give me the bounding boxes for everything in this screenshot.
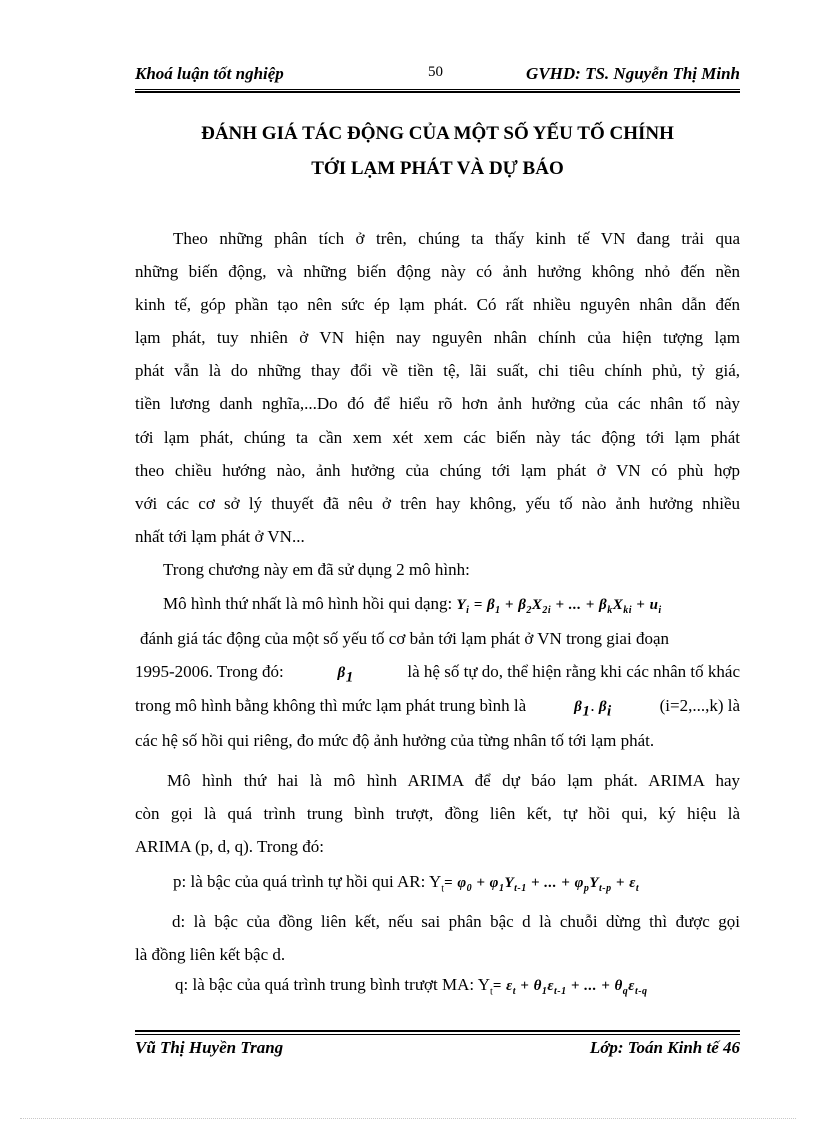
q-definition-text: q: là bậc của quá trình trung bình trượt MA: Y [175,975,491,994]
intro-line: tiền lương danh nghĩa,...Do đó để hiểu rõ hơn ảnh hưởng của các nhân tố này [135,394,740,414]
models-intro: Trong chương này em đã sử dụng 2 mô hình: [163,560,470,579]
q-definition: q: là bậc của quá trình trung bình trượt MA: $Y_t= \varepsilon_t + \theta_1\varepsilon_{t-1}$ + ... + $\theta_q\varepsilon_{t-q}$ [175,975,648,998]
regression-formula: $Y_i = \beta_1 + \beta_2X_{2i}$ + ... + $\beta_kX_{ki} + u_i$ [456,597,662,616]
d-definition-line: là đồng liên kết bậc d. [135,945,286,965]
ar-formula: = $\varphi_0 + \varphi_1Y_{t-1}$ + ... + $\varphi_pY_{t-p} + \varepsilon_t$ [444,875,640,894]
page-edge-dotted-line [20,1118,796,1119]
page-footer [135,1038,740,1064]
footer-rule-bottom [135,1034,740,1035]
p-definition-text: p: là bậc của quá trình tự hồi qui AR: Y [173,872,442,891]
p-definition: p: là bậc của quá trình tự hồi qui AR: $Y_t= \varphi_0 + \varphi_1Y_{t-1}$ + ... + $\varphi_pY_{t-p} + \varepsilon_t$ [173,872,640,895]
model1-line-4c: (i=2,...,k) là [659,696,740,715]
model1-lead-line [163,594,662,616]
intro-line: kinh tế, góp phần tạo nên sức ép lạm phát. Có rất nhiều nguyên nhân dẫn đến [135,295,740,315]
intro-line: lạm phát, tuy nhiên ở VN hiện nay nguyên nhân chính của hiện tượng lạm [135,328,740,348]
page-header [135,64,740,92]
beta1-symbol: $\beta_1$ [337,665,354,686]
model1-line-4a: trong mô hình bằng không thì mức lạm phát trung bình là [135,696,527,715]
intro-line: tới lạm phát, chúng ta cần xem xét xem các biến này tác động tới lạm phát [135,427,740,447]
model1-line-3a: 1995-2006. Trong đó: [135,662,284,681]
model2-line: Mô hình thứ hai là mô hình ARIMA để dự báo lạm phát. ARIMA hay [167,771,740,790]
model1-line-3b: là hệ số tự do, thể hiện rằng khi các nhân tố khác [407,662,740,681]
intro-paragraph [135,222,740,553]
ma-formula: = $\varepsilon_t + \theta_1\varepsilon_{t-1}$ + ... + $\theta_q\varepsilon_{t-q}$ [492,978,648,997]
model1-line-3 [135,662,740,686]
thesis-label: Khoá luận tốt nghiệp [135,64,284,83]
intro-line: theo chiều hướng nào, ảnh hưởng của chúng tới lạm phát ở VN có phù hợp [135,460,740,480]
header-rule-top [135,89,740,90]
model2-paragraph [135,764,740,863]
intro-line: với các cơ sở lý thuyết đã nêu ở trên hay không, yếu tố nào ảnh hưởng nhiều [135,493,740,513]
intro-line: những biến động, và những biến động này có ảnh hưởng không nhỏ đến nền [135,262,740,282]
supervisor-label: GVHD: TS. Nguyễn Thị Minh [526,64,740,83]
model1-line-2: đánh giá tác động của một số yếu tố cơ bản tới lạm phát ở VN trong giai đoạn [140,629,669,648]
intro-line: Theo những phân tích ở trên, chúng ta thấy kinh tế VN đang trải qua [173,229,740,248]
class-label: Lớp: Toán Kinh tế 46 [589,1038,740,1057]
model1-lead: Mô hình thứ nhất là mô hình hồi qui dạng: [163,594,453,613]
model1-line-4 [135,696,740,720]
header-rule-bottom [135,91,740,93]
model1-line-5: các hệ số hồi qui riêng, đo mức độ ảnh hưởng của từng nhân tố tới lạm phát. [135,731,655,750]
page-number: 50 [428,64,443,80]
model2-line: ARIMA (p, d, q). Trong đó: [135,837,324,857]
model2-line: còn gọi là quá trình trung bình trượt, đồng liên kết, tự hồi qui, ký hiệu là [135,804,740,824]
footer-rule-top [135,1030,740,1032]
d-definition [135,905,740,971]
page-title-line-2: TỚI LẠM PHÁT VÀ DỰ BÁO [311,158,564,179]
beta-symbols: $\beta_1$. $\beta_i$ [574,696,612,720]
intro-line: phát vẫn là do những thay đổi về tiền tệ, lãi suất, chi tiêu chính phủ, tỷ giá, [135,361,740,381]
intro-line: nhất tới lạm phát ở VN... [135,526,305,546]
d-definition-line: d: là bậc của đồng liên kết, nếu sai phân bậc d là chuỗi dừng thì được gọi [172,912,740,931]
author-label: Vũ Thị Huyền Trang [135,1038,284,1057]
page-title-line-1: ĐÁNH GIÁ TÁC ĐỘNG CỦA MỘT SỐ YẾU TỐ CHÍNH [201,123,674,144]
